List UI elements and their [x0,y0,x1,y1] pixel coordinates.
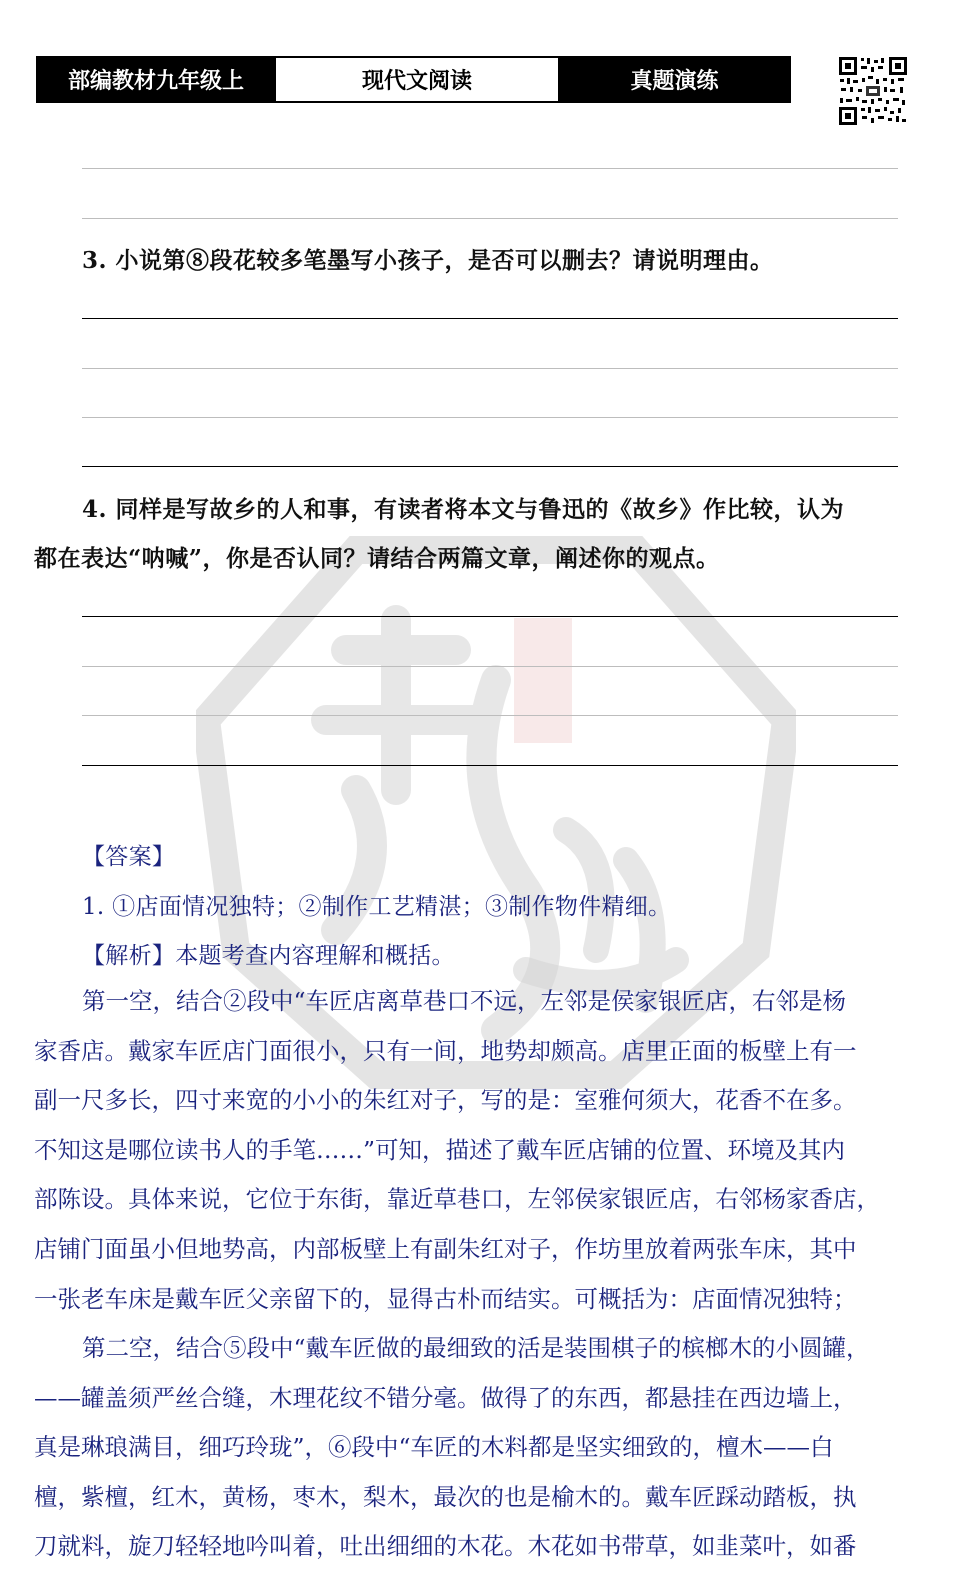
header-grade: 部编教材九年级上 [38,58,274,101]
paragraph-line: 檀，紫檀，红木，黄杨，枣木，梨木，最次的也是榆木的。戴车匠踩动踏板，执 [34,1482,857,1511]
answer-line[interactable] [82,368,898,369]
question-4-line-2: 都在表达“呐喊”，你是否认同？请结合两篇文章，阐述你的观点。 [34,545,720,572]
answer-line[interactable] [82,466,898,467]
answer-line[interactable] [82,168,898,169]
paragraph-line: 不知这是哪位读书人的手笔……”可知，描述了戴车匠店铺的位置、环境及其内 [34,1135,846,1164]
answer-line[interactable] [82,417,898,418]
answer-heading: 【答案】 [82,844,176,870]
question-4-line-1: 4. 同样是写故乡的人和事，有读者将本文与鲁迅的《故乡》作比较，认为 [82,496,845,523]
answer-line[interactable] [82,616,898,617]
paragraph-line: 部陈设。具体来说，它位于东街，靠近草巷口，左邻侯家银匠店，右邻杨家香店， [34,1185,880,1214]
answer-line[interactable] [82,765,898,766]
paragraph-line: 真是琳琅满目，细巧玲珑”，⑥段中“车匠的木料都是坚实细致的，檀木——白 [34,1433,834,1462]
paragraph-line: 一张老车床是戴车匠父亲留下的，显得古朴而结实。可概括为：店面情况独特； [34,1284,857,1313]
question-3: 3. 小说第⑧段花较多笔墨写小孩子，是否可以删去？请说明理由。 [82,247,774,274]
answer-line[interactable] [82,318,898,319]
analysis-paragraph-1 [34,977,916,1324]
paragraph-line: 第一空，结合②段中“车匠店离草巷口不远，左邻是侯家银匠店，右邻是杨 [82,987,847,1015]
paragraph-line: 刀就料，旋刀轻轻地吟叫着，吐出细细的木花。木花如书带草，如韭菜叶，如番 [34,1532,857,1561]
analysis-label: 【解析】 [82,943,176,969]
answer-line[interactable] [82,218,898,219]
qr-code-icon [838,56,908,126]
analysis-paragraph-2 [34,1324,916,1572]
answer-line[interactable] [82,666,898,667]
paragraph-line: 家香店。戴家车匠店门面很小，只有一间，地势却颇高。店里正面的板壁上有一 [34,1036,857,1065]
answer-item-1: 1. ①店面情况独特；②制作工艺精湛；③制作物件精细。 [82,894,672,920]
paragraph-line: 第二空，结合⑤段中“戴车匠做的最细致的活是装围棋子的槟榔木的小圆罐， [82,1334,870,1362]
analysis-line [82,937,455,970]
header-bar [36,56,791,103]
paragraph-line: ——罐盖须严丝合缝，木理花纹不错分毫。做得了的东西，都悬挂在西边墙上， [34,1383,857,1412]
header-subject: 现代文阅读 [274,58,560,101]
paragraph-line: 副一尺多长，四寸来宽的小小的朱红对子，写的是：室雅何须大，花香不在多。 [34,1086,857,1115]
paragraph-line: 店铺门面虽小但地势高，内部板壁上有副朱红对子，作坊里放着两张车床，其中 [34,1234,857,1263]
analysis-text: 本题考查内容理解和概括。 [175,943,455,969]
header-section: 真题演练 [560,58,789,101]
answer-line[interactable] [82,715,898,716]
